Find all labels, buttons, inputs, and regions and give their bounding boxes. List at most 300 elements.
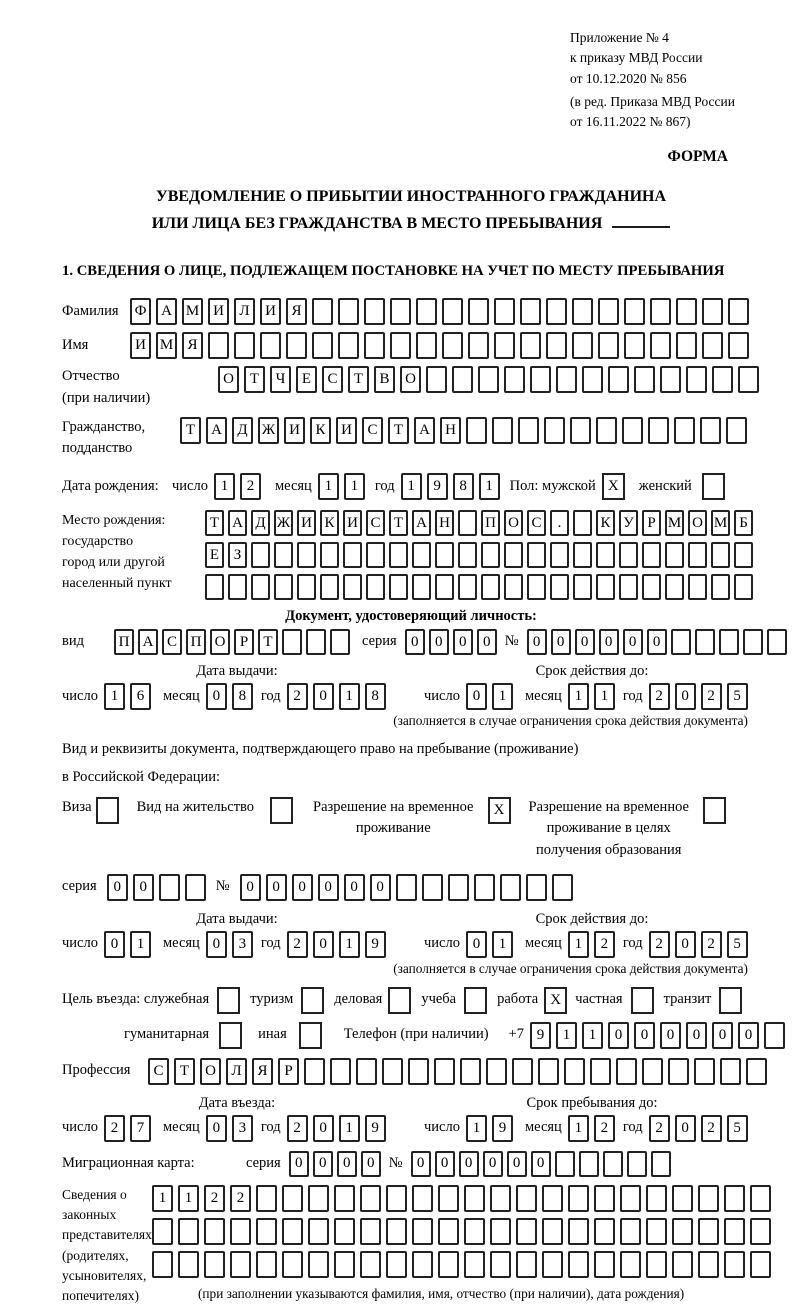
form-cell[interactable] xyxy=(542,1251,563,1278)
form-cell[interactable] xyxy=(627,1151,647,1177)
residence-permit-checkbox[interactable] xyxy=(270,797,293,824)
form-cell[interactable]: 0 xyxy=(240,874,261,901)
form-cell[interactable] xyxy=(208,332,229,359)
humanitarian-checkbox[interactable] xyxy=(219,1022,242,1049)
form-cell[interactable]: 0 xyxy=(575,629,595,655)
form-cell[interactable] xyxy=(650,332,671,359)
form-cell[interactable]: 0 xyxy=(206,683,227,710)
form-cell[interactable] xyxy=(642,542,661,568)
form-cell[interactable]: 1 xyxy=(178,1185,199,1212)
form-cell[interactable]: 2 xyxy=(649,683,670,710)
form-cell[interactable]: 8 xyxy=(453,473,474,500)
form-cell[interactable] xyxy=(435,574,454,600)
form-cell[interactable]: Н xyxy=(440,417,461,444)
form-cell[interactable]: Р xyxy=(278,1058,299,1085)
form-cell[interactable] xyxy=(256,1218,277,1245)
form-cell[interactable]: 0 xyxy=(675,931,696,958)
form-cell[interactable] xyxy=(516,1251,537,1278)
form-cell[interactable]: 2 xyxy=(649,1115,670,1142)
form-cell[interactable] xyxy=(552,874,573,901)
form-cell[interactable]: 2 xyxy=(287,1115,308,1142)
form-cell[interactable]: Я xyxy=(286,298,307,325)
form-cell[interactable] xyxy=(320,542,339,568)
form-cell[interactable]: 1 xyxy=(339,683,360,710)
form-cell[interactable] xyxy=(711,574,730,600)
form-cell[interactable] xyxy=(416,298,437,325)
form-cell[interactable] xyxy=(620,1185,641,1212)
form-cell[interactable] xyxy=(478,366,499,393)
form-cell[interactable] xyxy=(594,1251,615,1278)
form-cell[interactable] xyxy=(204,1251,225,1278)
form-cell[interactable]: 2 xyxy=(701,931,722,958)
form-cell[interactable] xyxy=(343,542,362,568)
form-cell[interactable] xyxy=(412,1185,433,1212)
form-cell[interactable]: А xyxy=(206,417,227,444)
form-cell[interactable] xyxy=(700,417,721,444)
form-cell[interactable]: 0 xyxy=(313,1115,334,1142)
form-cell[interactable] xyxy=(152,1251,173,1278)
form-cell[interactable]: Т xyxy=(180,417,201,444)
form-cell[interactable]: О xyxy=(688,510,707,536)
form-cell[interactable] xyxy=(764,1022,785,1049)
form-cell[interactable]: 0 xyxy=(608,1022,629,1049)
form-cell[interactable]: К xyxy=(310,417,331,444)
form-cell[interactable]: 1 xyxy=(582,1022,603,1049)
form-cell[interactable] xyxy=(582,366,603,393)
form-cell[interactable]: 0 xyxy=(313,1151,333,1177)
form-cell[interactable] xyxy=(671,629,691,655)
form-cell[interactable] xyxy=(282,1185,303,1212)
form-cell[interactable]: 0 xyxy=(266,874,287,901)
form-cell[interactable]: 0 xyxy=(344,874,365,901)
form-cell[interactable]: 0 xyxy=(337,1151,357,1177)
form-cell[interactable] xyxy=(530,366,551,393)
form-cell[interactable] xyxy=(389,542,408,568)
form-cell[interactable] xyxy=(334,1185,355,1212)
form-cell[interactable] xyxy=(490,1251,511,1278)
form-cell[interactable]: 0 xyxy=(206,1115,227,1142)
form-cell[interactable] xyxy=(646,1185,667,1212)
form-cell[interactable] xyxy=(698,1218,719,1245)
form-cell[interactable] xyxy=(308,1218,329,1245)
form-cell[interactable] xyxy=(516,1185,537,1212)
form-cell[interactable]: 1 xyxy=(339,1115,360,1142)
form-cell[interactable]: 5 xyxy=(727,1115,748,1142)
form-cell[interactable]: 0 xyxy=(675,683,696,710)
form-cell[interactable]: С xyxy=(162,629,182,655)
form-cell[interactable] xyxy=(672,1185,693,1212)
form-cell[interactable] xyxy=(651,1151,671,1177)
form-cell[interactable] xyxy=(750,1185,771,1212)
form-cell[interactable] xyxy=(334,1218,355,1245)
business-checkbox[interactable] xyxy=(388,987,411,1014)
form-cell[interactable]: Я xyxy=(182,332,203,359)
form-cell[interactable] xyxy=(426,366,447,393)
study-checkbox[interactable] xyxy=(464,987,487,1014)
form-cell[interactable] xyxy=(386,1185,407,1212)
form-cell[interactable]: 2 xyxy=(287,931,308,958)
form-cell[interactable] xyxy=(516,1218,537,1245)
form-cell[interactable] xyxy=(364,298,385,325)
work-checkbox[interactable]: X xyxy=(544,987,567,1014)
form-cell[interactable] xyxy=(750,1251,771,1278)
form-cell[interactable]: 0 xyxy=(206,931,227,958)
form-cell[interactable] xyxy=(694,1058,715,1085)
form-cell[interactable]: Р xyxy=(234,629,254,655)
form-cell[interactable] xyxy=(572,298,593,325)
form-cell[interactable]: 2 xyxy=(649,931,670,958)
form-cell[interactable] xyxy=(568,1218,589,1245)
form-cell[interactable] xyxy=(312,298,333,325)
form-cell[interactable]: О xyxy=(210,629,230,655)
form-cell[interactable]: Т xyxy=(174,1058,195,1085)
form-cell[interactable] xyxy=(665,542,684,568)
form-cell[interactable] xyxy=(251,542,270,568)
form-cell[interactable] xyxy=(390,332,411,359)
form-cell[interactable] xyxy=(728,332,749,359)
form-cell[interactable]: 2 xyxy=(594,931,615,958)
form-cell[interactable] xyxy=(360,1218,381,1245)
form-cell[interactable] xyxy=(408,1058,429,1085)
form-cell[interactable]: А xyxy=(414,417,435,444)
form-cell[interactable]: Б xyxy=(734,510,753,536)
form-cell[interactable] xyxy=(500,874,521,901)
form-cell[interactable] xyxy=(330,1058,351,1085)
form-cell[interactable] xyxy=(274,574,293,600)
form-cell[interactable]: 0 xyxy=(104,931,125,958)
form-cell[interactable]: К xyxy=(320,510,339,536)
form-cell[interactable]: 1 xyxy=(479,473,500,500)
form-cell[interactable] xyxy=(702,298,723,325)
form-cell[interactable] xyxy=(579,1151,599,1177)
form-cell[interactable]: У xyxy=(619,510,638,536)
form-cell[interactable] xyxy=(422,874,443,901)
form-cell[interactable]: Т xyxy=(388,417,409,444)
form-cell[interactable] xyxy=(416,332,437,359)
form-cell[interactable]: 0 xyxy=(107,874,128,901)
form-cell[interactable]: 2 xyxy=(594,1115,615,1142)
form-cell[interactable]: С xyxy=(527,510,546,536)
form-cell[interactable] xyxy=(650,298,671,325)
form-cell[interactable] xyxy=(518,417,539,444)
form-cell[interactable] xyxy=(282,629,302,655)
form-cell[interactable]: 0 xyxy=(531,1151,551,1177)
form-cell[interactable] xyxy=(364,332,385,359)
form-cell[interactable] xyxy=(274,542,293,568)
form-cell[interactable] xyxy=(746,1058,767,1085)
form-cell[interactable] xyxy=(598,332,619,359)
form-cell[interactable]: 3 xyxy=(232,931,253,958)
form-cell[interactable] xyxy=(596,542,615,568)
form-cell[interactable]: О xyxy=(218,366,239,393)
form-cell[interactable] xyxy=(458,510,477,536)
form-cell[interactable]: 9 xyxy=(530,1022,551,1049)
form-cell[interactable]: 2 xyxy=(701,1115,722,1142)
form-cell[interactable]: 1 xyxy=(401,473,422,500)
form-cell[interactable]: Я xyxy=(252,1058,273,1085)
form-cell[interactable]: 0 xyxy=(527,629,547,655)
form-cell[interactable] xyxy=(468,332,489,359)
form-cell[interactable]: 0 xyxy=(477,629,497,655)
form-cell[interactable]: 9 xyxy=(427,473,448,500)
temp-permit-checkbox[interactable]: X xyxy=(488,797,511,824)
form-cell[interactable] xyxy=(466,417,487,444)
form-cell[interactable]: С xyxy=(322,366,343,393)
form-cell[interactable] xyxy=(594,1218,615,1245)
form-cell[interactable] xyxy=(159,874,180,901)
form-cell[interactable] xyxy=(366,574,385,600)
form-cell[interactable] xyxy=(464,1218,485,1245)
form-cell[interactable]: А xyxy=(156,298,177,325)
form-cell[interactable]: Т xyxy=(258,629,278,655)
form-cell[interactable]: Л xyxy=(234,298,255,325)
form-cell[interactable] xyxy=(338,298,359,325)
form-cell[interactable]: 0 xyxy=(361,1151,381,1177)
form-cell[interactable]: 0 xyxy=(459,1151,479,1177)
form-cell[interactable]: А xyxy=(138,629,158,655)
form-cell[interactable] xyxy=(386,1218,407,1245)
form-cell[interactable] xyxy=(695,629,715,655)
form-cell[interactable] xyxy=(343,574,362,600)
form-cell[interactable] xyxy=(320,574,339,600)
form-cell[interactable] xyxy=(481,542,500,568)
form-cell[interactable] xyxy=(568,1185,589,1212)
form-cell[interactable] xyxy=(312,332,333,359)
form-cell[interactable] xyxy=(619,542,638,568)
form-cell[interactable]: С xyxy=(148,1058,169,1085)
form-cell[interactable] xyxy=(596,574,615,600)
form-cell[interactable]: 1 xyxy=(344,473,365,500)
form-cell[interactable] xyxy=(620,1251,641,1278)
form-cell[interactable]: 2 xyxy=(230,1185,251,1212)
form-cell[interactable]: 9 xyxy=(365,931,386,958)
form-cell[interactable]: 0 xyxy=(370,874,391,901)
form-cell[interactable] xyxy=(719,629,739,655)
form-cell[interactable] xyxy=(676,298,697,325)
form-cell[interactable]: 3 xyxy=(232,1115,253,1142)
form-cell[interactable]: 0 xyxy=(411,1151,431,1177)
form-cell[interactable] xyxy=(648,417,669,444)
form-cell[interactable] xyxy=(596,417,617,444)
form-cell[interactable]: 0 xyxy=(289,1151,309,1177)
form-cell[interactable] xyxy=(646,1251,667,1278)
form-cell[interactable]: 0 xyxy=(675,1115,696,1142)
male-checkbox[interactable]: X xyxy=(602,473,625,500)
form-cell[interactable]: 9 xyxy=(492,1115,513,1142)
form-cell[interactable] xyxy=(205,574,224,600)
form-cell[interactable] xyxy=(646,1218,667,1245)
form-cell[interactable]: 2 xyxy=(240,473,261,500)
form-cell[interactable] xyxy=(570,417,591,444)
form-cell[interactable] xyxy=(572,332,593,359)
form-cell[interactable] xyxy=(464,1251,485,1278)
form-cell[interactable] xyxy=(178,1218,199,1245)
form-cell[interactable] xyxy=(686,366,707,393)
form-cell[interactable] xyxy=(356,1058,377,1085)
form-cell[interactable] xyxy=(750,1218,771,1245)
form-cell[interactable] xyxy=(660,366,681,393)
form-cell[interactable] xyxy=(642,1058,663,1085)
form-cell[interactable]: 1 xyxy=(492,683,513,710)
form-cell[interactable]: 0 xyxy=(686,1022,707,1049)
form-cell[interactable] xyxy=(724,1251,745,1278)
form-cell[interactable]: Р xyxy=(642,510,661,536)
form-cell[interactable] xyxy=(178,1251,199,1278)
form-cell[interactable] xyxy=(568,1251,589,1278)
form-cell[interactable]: Е xyxy=(296,366,317,393)
form-cell[interactable]: 1 xyxy=(318,473,339,500)
form-cell[interactable] xyxy=(282,1251,303,1278)
form-cell[interactable] xyxy=(624,332,645,359)
form-cell[interactable]: 1 xyxy=(568,931,589,958)
form-cell[interactable] xyxy=(412,542,431,568)
form-cell[interactable]: 0 xyxy=(599,629,619,655)
form-cell[interactable]: М xyxy=(665,510,684,536)
form-cell[interactable] xyxy=(256,1185,277,1212)
form-cell[interactable] xyxy=(642,574,661,600)
form-cell[interactable]: 0 xyxy=(405,629,425,655)
form-cell[interactable]: И xyxy=(260,298,281,325)
form-cell[interactable] xyxy=(412,1251,433,1278)
form-cell[interactable] xyxy=(550,574,569,600)
form-cell[interactable] xyxy=(598,298,619,325)
form-cell[interactable] xyxy=(474,874,495,901)
form-cell[interactable]: Ч xyxy=(270,366,291,393)
form-cell[interactable] xyxy=(712,366,733,393)
form-cell[interactable] xyxy=(228,574,247,600)
form-cell[interactable]: 0 xyxy=(712,1022,733,1049)
form-cell[interactable] xyxy=(297,574,316,600)
form-cell[interactable]: Ж xyxy=(274,510,293,536)
female-checkbox[interactable] xyxy=(702,473,725,500)
form-cell[interactable] xyxy=(550,542,569,568)
form-cell[interactable] xyxy=(396,874,417,901)
form-cell[interactable] xyxy=(386,1251,407,1278)
form-cell[interactable]: Ф xyxy=(130,298,151,325)
form-cell[interactable]: В xyxy=(374,366,395,393)
form-cell[interactable] xyxy=(204,1218,225,1245)
form-cell[interactable] xyxy=(738,366,759,393)
form-cell[interactable]: А xyxy=(228,510,247,536)
form-cell[interactable]: 0 xyxy=(647,629,667,655)
form-cell[interactable]: 1 xyxy=(466,1115,487,1142)
form-cell[interactable] xyxy=(251,574,270,600)
form-cell[interactable] xyxy=(603,1151,623,1177)
form-cell[interactable] xyxy=(412,574,431,600)
form-cell[interactable]: О xyxy=(400,366,421,393)
form-cell[interactable] xyxy=(486,1058,507,1085)
form-cell[interactable] xyxy=(674,417,695,444)
form-cell[interactable] xyxy=(573,510,592,536)
form-cell[interactable] xyxy=(698,1185,719,1212)
form-cell[interactable] xyxy=(494,332,515,359)
form-cell[interactable] xyxy=(520,298,541,325)
form-cell[interactable]: М xyxy=(156,332,177,359)
form-cell[interactable]: П xyxy=(186,629,206,655)
form-cell[interactable] xyxy=(308,1185,329,1212)
form-cell[interactable] xyxy=(382,1058,403,1085)
form-cell[interactable] xyxy=(767,629,787,655)
form-cell[interactable] xyxy=(360,1251,381,1278)
form-cell[interactable]: Т xyxy=(244,366,265,393)
form-cell[interactable]: 8 xyxy=(232,683,253,710)
form-cell[interactable] xyxy=(720,1058,741,1085)
form-cell[interactable] xyxy=(546,298,567,325)
form-cell[interactable] xyxy=(494,298,515,325)
form-cell[interactable] xyxy=(520,332,541,359)
form-cell[interactable] xyxy=(490,1185,511,1212)
form-cell[interactable] xyxy=(542,1185,563,1212)
form-cell[interactable]: 0 xyxy=(738,1022,759,1049)
form-cell[interactable]: . xyxy=(550,510,569,536)
form-cell[interactable] xyxy=(734,542,753,568)
form-cell[interactable]: 5 xyxy=(727,683,748,710)
form-cell[interactable]: Л xyxy=(226,1058,247,1085)
form-cell[interactable] xyxy=(412,1218,433,1245)
form-cell[interactable] xyxy=(438,1185,459,1212)
form-cell[interactable] xyxy=(724,1185,745,1212)
form-cell[interactable] xyxy=(556,366,577,393)
form-cell[interactable]: О xyxy=(200,1058,221,1085)
form-cell[interactable] xyxy=(438,1251,459,1278)
form-cell[interactable]: 1 xyxy=(130,931,151,958)
form-cell[interactable] xyxy=(152,1218,173,1245)
form-cell[interactable] xyxy=(297,542,316,568)
form-cell[interactable]: П xyxy=(114,629,134,655)
form-cell[interactable]: Д xyxy=(232,417,253,444)
form-cell[interactable]: 0 xyxy=(507,1151,527,1177)
other-checkbox[interactable] xyxy=(299,1022,322,1049)
form-cell[interactable]: 0 xyxy=(313,931,334,958)
form-cell[interactable]: И xyxy=(284,417,305,444)
form-cell[interactable] xyxy=(308,1251,329,1278)
form-cell[interactable] xyxy=(504,574,523,600)
form-cell[interactable] xyxy=(573,542,592,568)
form-cell[interactable] xyxy=(616,1058,637,1085)
form-cell[interactable] xyxy=(435,542,454,568)
form-cell[interactable]: С xyxy=(362,417,383,444)
form-cell[interactable] xyxy=(728,298,749,325)
edu-permit-checkbox[interactable] xyxy=(703,797,726,824)
form-cell[interactable] xyxy=(286,332,307,359)
form-cell[interactable] xyxy=(492,417,513,444)
form-cell[interactable] xyxy=(282,1218,303,1245)
form-cell[interactable]: Н xyxy=(435,510,454,536)
form-cell[interactable] xyxy=(234,332,255,359)
form-cell[interactable]: Т xyxy=(348,366,369,393)
form-cell[interactable] xyxy=(334,1251,355,1278)
form-cell[interactable]: Д xyxy=(251,510,270,536)
form-cell[interactable] xyxy=(624,298,645,325)
form-cell[interactable]: 0 xyxy=(292,874,313,901)
form-cell[interactable] xyxy=(527,542,546,568)
form-cell[interactable]: 0 xyxy=(453,629,473,655)
form-cell[interactable] xyxy=(698,1251,719,1278)
form-cell[interactable] xyxy=(546,332,567,359)
form-cell[interactable]: 1 xyxy=(214,473,235,500)
form-cell[interactable]: 0 xyxy=(551,629,571,655)
form-cell[interactable] xyxy=(442,298,463,325)
form-cell[interactable] xyxy=(490,1218,511,1245)
form-cell[interactable]: З xyxy=(228,542,247,568)
form-cell[interactable]: М xyxy=(182,298,203,325)
form-cell[interactable] xyxy=(594,1185,615,1212)
form-cell[interactable]: 6 xyxy=(130,683,151,710)
form-cell[interactable]: 1 xyxy=(339,931,360,958)
form-cell[interactable]: И xyxy=(208,298,229,325)
form-cell[interactable] xyxy=(504,366,525,393)
form-cell[interactable]: 0 xyxy=(660,1022,681,1049)
